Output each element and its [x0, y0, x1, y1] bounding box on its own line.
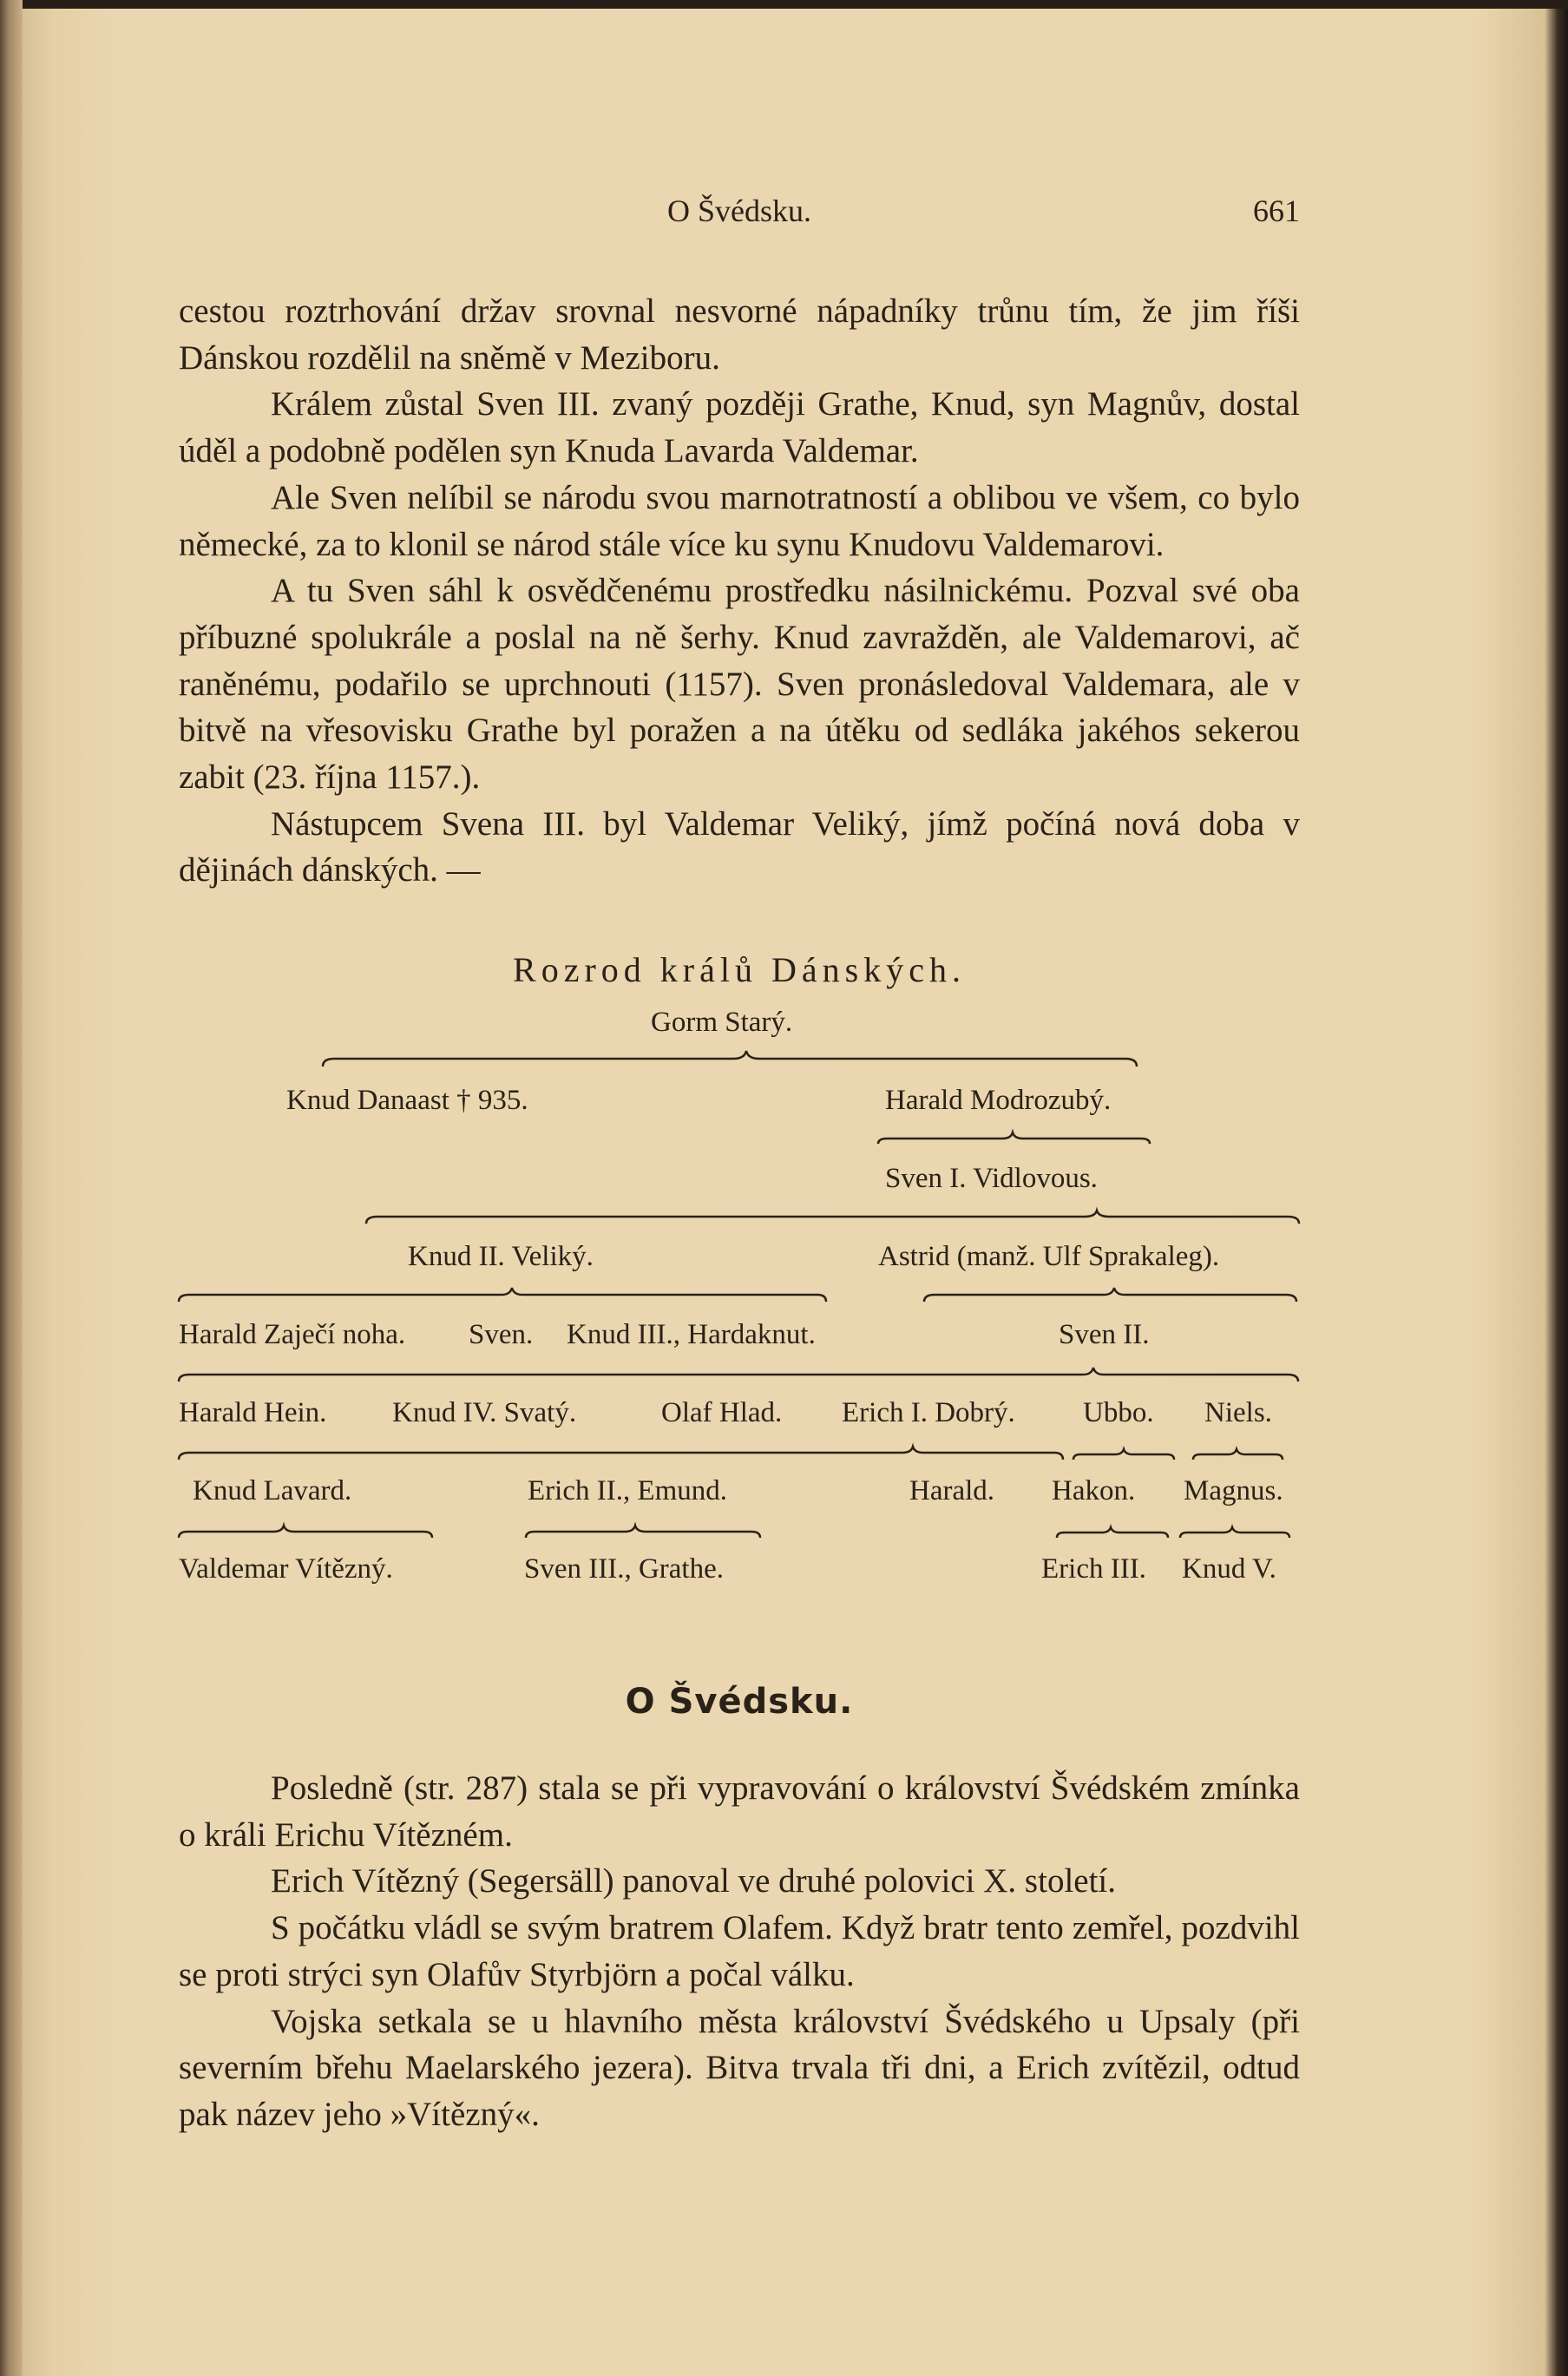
brace-astrid: [924, 1288, 1296, 1302]
node-ubbo: Ubbo.: [1083, 1397, 1154, 1428]
paragraph: Vojska setkala se u hlavního města království Švédského u Upsaly (při severním břehu Maelarského jezera). Bitva trvala tři dni, a Erich zvítězil, odtud pak název jeho »Vítězný«.: [179, 2002, 1300, 2133]
paragraph: Posledně (str. 287) stala se při vypravování o království Švédském zmínka o králi Erichu Vítězném.: [179, 1769, 1300, 1854]
node-sven-ii: Sven II.: [1059, 1319, 1150, 1350]
node-knud-iii: Knud III., Hardaknut.: [567, 1319, 816, 1350]
node-harald-zajeci-noha: Harald Zaječí noha.: [179, 1319, 406, 1350]
genealogy-title: Rozrod králů Dánských.: [513, 950, 966, 989]
node-knud-iv: Knud IV. Svatý.: [392, 1397, 577, 1428]
node-hakon: Hakon.: [1052, 1475, 1136, 1506]
node-knud-lavard: Knud Lavard.: [193, 1475, 352, 1506]
brace-harald-hein: [179, 1447, 1063, 1460]
node-olaf-hlad: Olaf Hlad.: [661, 1397, 783, 1428]
paragraph: cestou roztrhování držav srovnal nesvorné nápadníky trůnu tím, že jim říši Dánskou rozdělil na sněmě v Meziboru.: [179, 292, 1300, 377]
paragraph: Nástupcem Svena III. byl Valdemar Veliký, jímž počíná nová doba v dějinách dánských. —: [179, 804, 1300, 889]
node-harald-modrozuby: Harald Modrozubý.: [885, 1085, 1112, 1116]
paragraph: A tu Sven sáhl k osvědčenému prostředku násilnickému. Pozval své oba příbuzné spolukrále a poslal na ně šerhy. Knud zavražděn, ale Valdemarovi, ač raněnému, podařilo se uprchnouti (1157). Sven pronásledoval Valdemara, ale v bitvě na vřesovisku Grathe byl poražen a na útěku od sedláka jakéhos sekerou zabit (23. října 1157.).: [179, 572, 1300, 797]
node-astrid: Astrid (manž. Ulf Sprakaleg).: [878, 1241, 1220, 1272]
paragraph: Králem zůstal Sven III. zvaný později Grathe, Knud, syn Magnův, dostal úděl a podobně podělen syn Knuda Lavarda Valdemar.: [179, 385, 1300, 470]
running-title: O Švédsku.: [666, 194, 811, 228]
brace-ubbo: [1073, 1449, 1174, 1460]
brace-magnus: [1180, 1527, 1289, 1538]
brace-hakon: [1057, 1527, 1168, 1538]
node-valdemar-vitezny: Valdemar Vítězný.: [179, 1553, 393, 1585]
node-niels: Niels.: [1204, 1397, 1272, 1428]
node-sven: Sven.: [469, 1319, 534, 1350]
node-erich-ii: Erich II., Emund.: [528, 1475, 728, 1506]
node-knud-danaast: Knud Danaast † 935.: [286, 1085, 528, 1116]
node-sven-iii: Sven III., Grathe.: [524, 1553, 725, 1585]
section-text-block: [179, 1765, 1300, 2138]
brace-knud-ii: [179, 1288, 826, 1302]
paragraph: Erich Vítězný (Segersäll) panoval ve druhé polovici X. století.: [271, 1862, 1117, 1900]
node-erich-iii: Erich III.: [1041, 1553, 1146, 1585]
node-gorm-stary: Gorm Starý.: [651, 1007, 793, 1038]
paragraph: S počátku vládl se svým bratrem Olafem. Když bratr tento zemřel, pozdvihl se proti strýci syn Olafův Styrbjörn a počal válku.: [179, 1909, 1300, 1993]
node-harald-hein: Harald Hein.: [179, 1397, 327, 1428]
node-knud-v: Knud V.: [1182, 1553, 1276, 1585]
brace-erich-ii: [526, 1526, 760, 1538]
node-erich-i: Erich I. Dobrý.: [842, 1397, 1015, 1428]
brace-sven-ii: [179, 1368, 1298, 1382]
brace-knud-lavard: [179, 1526, 432, 1538]
node-harald: Harald.: [909, 1475, 995, 1506]
paragraph: Ale Sven nelíbil se národu svou marnotratností a oblibou ve všem, co bylo německé, za to klonil se národ stále více ku synu Knudovu Valdemarovi.: [179, 478, 1300, 563]
brace-harald: [878, 1132, 1150, 1144]
node-sven-i: Sven I. Vidlovous.: [885, 1163, 1098, 1194]
page-number: 661: [1253, 194, 1300, 228]
section-title: O Švédsku.: [625, 1682, 854, 1722]
brace-sven-i: [366, 1211, 1299, 1224]
brace-gorm: [323, 1051, 1137, 1067]
brace-niels: [1193, 1449, 1283, 1460]
node-knud-ii: Knud II. Veliký.: [408, 1241, 594, 1272]
node-magnus: Magnus.: [1184, 1475, 1283, 1506]
